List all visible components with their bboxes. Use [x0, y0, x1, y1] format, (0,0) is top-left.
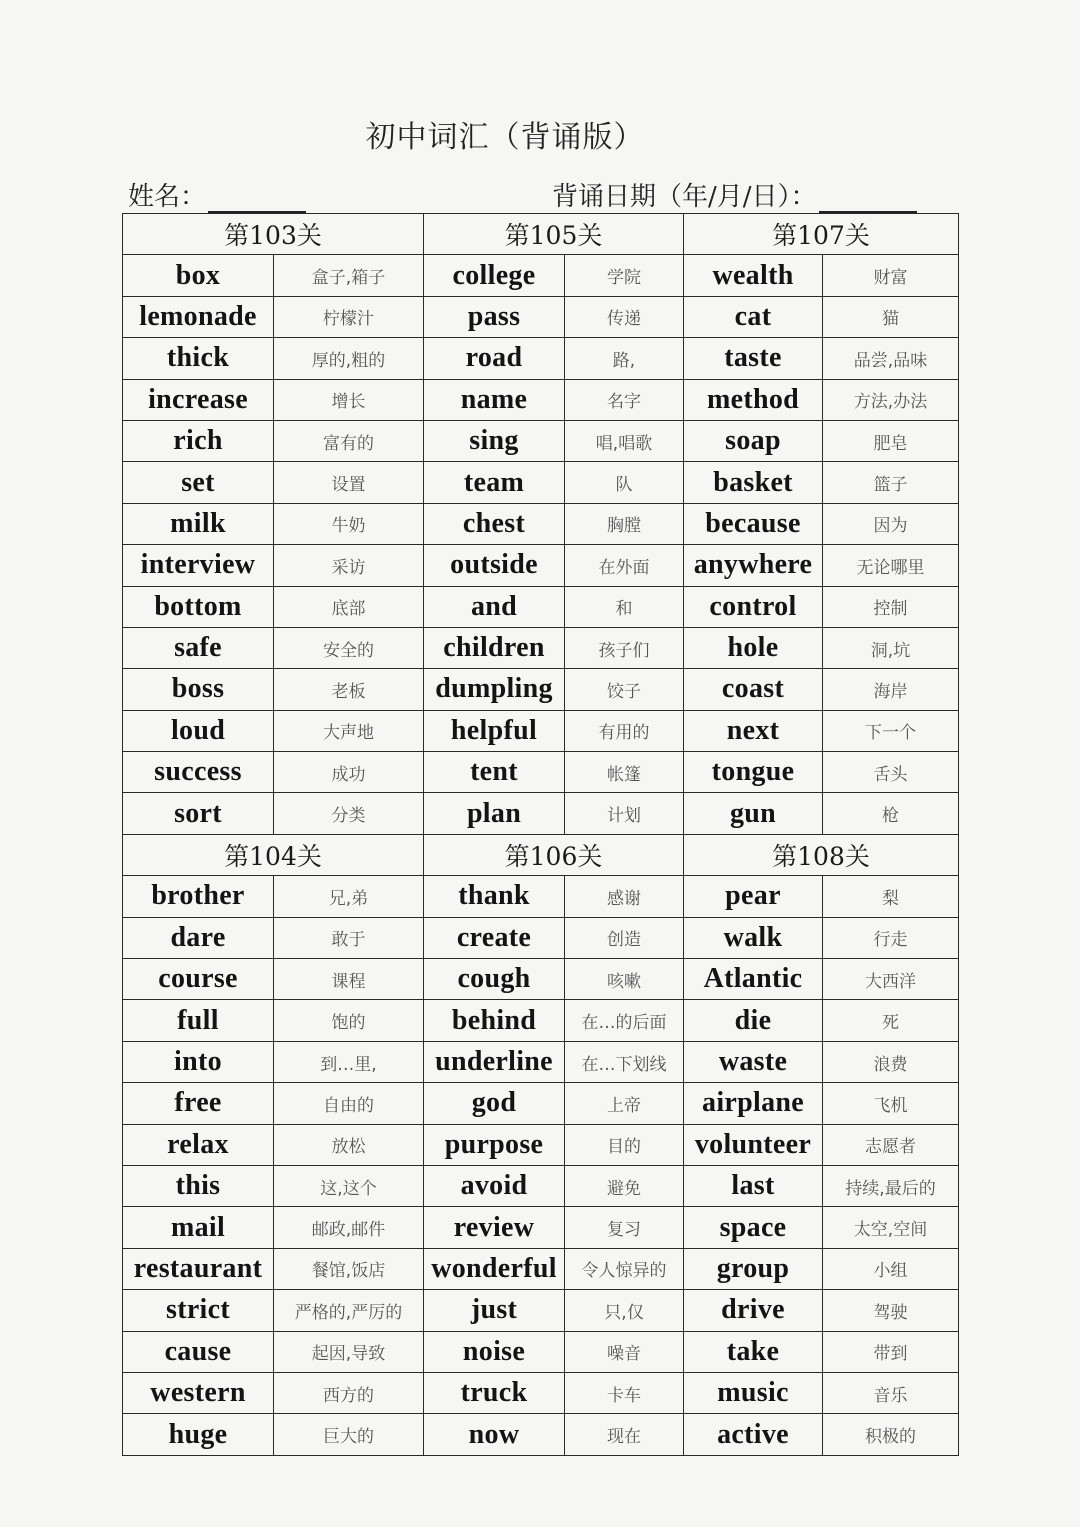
english-word: this: [123, 1165, 274, 1206]
chinese-meaning: 猫: [823, 296, 959, 337]
english-word: milk: [123, 503, 274, 544]
name-field: [128, 176, 306, 213]
english-word: avoid: [424, 1165, 565, 1206]
chinese-meaning: 路,: [565, 338, 684, 379]
chinese-meaning: 西方的: [274, 1372, 424, 1413]
chinese-meaning: 海岸: [823, 669, 959, 710]
chinese-meaning: 到…里,: [274, 1041, 424, 1082]
chinese-meaning: 增长: [274, 379, 424, 420]
vocab-row: [123, 1331, 959, 1372]
chinese-meaning: 目的: [565, 1124, 684, 1165]
english-word: coast: [684, 669, 823, 710]
english-word: truck: [424, 1372, 565, 1413]
english-word: behind: [424, 1000, 565, 1041]
english-word: walk: [684, 917, 823, 958]
chinese-meaning: 盒子,箱子: [274, 255, 424, 296]
english-word: and: [424, 586, 565, 627]
vocab-row: [123, 255, 959, 296]
chinese-meaning: 厚的,粗的: [274, 338, 424, 379]
english-word: western: [123, 1372, 274, 1413]
english-word: strict: [123, 1290, 274, 1331]
chinese-meaning: 在…下划线: [565, 1041, 684, 1082]
chinese-meaning: 饺子: [565, 669, 684, 710]
chinese-meaning: 下一个: [823, 710, 959, 751]
chinese-meaning: 设置: [274, 462, 424, 503]
english-word: dumpling: [424, 669, 565, 710]
english-word: lemonade: [123, 296, 274, 337]
vocab-row: [123, 379, 959, 420]
english-word: thick: [123, 338, 274, 379]
vocab-row: [123, 503, 959, 544]
chinese-meaning: 控制: [823, 586, 959, 627]
english-word: just: [424, 1290, 565, 1331]
chinese-meaning: 音乐: [823, 1372, 959, 1413]
chinese-meaning: 因为: [823, 503, 959, 544]
chinese-meaning: 持续,最后的: [823, 1165, 959, 1206]
chinese-meaning: 老板: [274, 669, 424, 710]
chinese-meaning: 浪费: [823, 1041, 959, 1082]
chinese-meaning: 枪: [823, 793, 959, 834]
vocab-row: [123, 1372, 959, 1413]
english-word: gun: [684, 793, 823, 834]
english-word: name: [424, 379, 565, 420]
english-word: bottom: [123, 586, 274, 627]
vocab-row: [123, 710, 959, 751]
chinese-meaning: 复习: [565, 1207, 684, 1248]
vocab-row: [123, 1207, 959, 1248]
chinese-meaning: 飞机: [823, 1083, 959, 1124]
english-word: restaurant: [123, 1248, 274, 1289]
vocab-row: [123, 586, 959, 627]
chinese-meaning: 财富: [823, 255, 959, 296]
english-word: thank: [424, 876, 565, 917]
vocab-row: [123, 545, 959, 586]
english-word: sort: [123, 793, 274, 834]
english-word: full: [123, 1000, 274, 1041]
level-header-row: [123, 834, 959, 875]
chinese-meaning: 和: [565, 586, 684, 627]
english-word: team: [424, 462, 565, 503]
english-word: active: [684, 1414, 823, 1455]
english-word: road: [424, 338, 565, 379]
chinese-meaning: 大西洋: [823, 959, 959, 1000]
chinese-meaning: 放松: [274, 1124, 424, 1165]
english-word: huge: [123, 1414, 274, 1455]
chinese-meaning: 死: [823, 1000, 959, 1041]
english-word: waste: [684, 1041, 823, 1082]
chinese-meaning: 唱,唱歌: [565, 420, 684, 461]
english-word: cat: [684, 296, 823, 337]
chinese-meaning: 底部: [274, 586, 424, 627]
level-header: 第107关: [684, 214, 959, 255]
english-word: free: [123, 1083, 274, 1124]
chinese-meaning: 学院: [565, 255, 684, 296]
chinese-meaning: 无论哪里: [823, 545, 959, 586]
english-word: create: [424, 917, 565, 958]
chinese-meaning: 牛奶: [274, 503, 424, 544]
chinese-meaning: 梨: [823, 876, 959, 917]
vocab-row: [123, 627, 959, 668]
english-word: pear: [684, 876, 823, 917]
name-blank: [208, 185, 306, 213]
chinese-meaning: 富有的: [274, 420, 424, 461]
page-title: 初中词汇（背诵版）: [365, 120, 645, 155]
chinese-meaning: 创造: [565, 917, 684, 958]
english-word: outside: [424, 545, 565, 586]
level-header: 第105关: [424, 214, 684, 255]
chinese-meaning: 成功: [274, 752, 424, 793]
english-word: god: [424, 1083, 565, 1124]
english-word: purpose: [424, 1124, 565, 1165]
english-word: basket: [684, 462, 823, 503]
english-word: review: [424, 1207, 565, 1248]
english-word: group: [684, 1248, 823, 1289]
chinese-meaning: 分类: [274, 793, 424, 834]
english-word: drive: [684, 1290, 823, 1331]
chinese-meaning: 品尝,品味: [823, 338, 959, 379]
vocab-table-body: [123, 214, 959, 1456]
level-header: 第106关: [424, 834, 684, 875]
chinese-meaning: 在…的后面: [565, 1000, 684, 1041]
english-word: dare: [123, 917, 274, 958]
chinese-meaning: 严格的,严厉的: [274, 1290, 424, 1331]
chinese-meaning: 采访: [274, 545, 424, 586]
english-word: interview: [123, 545, 274, 586]
chinese-meaning: 上帝: [565, 1083, 684, 1124]
chinese-meaning: 驾驶: [823, 1290, 959, 1331]
english-word: chest: [424, 503, 565, 544]
english-word: boss: [123, 669, 274, 710]
chinese-meaning: 现在: [565, 1414, 684, 1455]
chinese-meaning: 洞,坑: [823, 627, 959, 668]
english-word: anywhere: [684, 545, 823, 586]
english-word: children: [424, 627, 565, 668]
chinese-meaning: 带到: [823, 1331, 959, 1372]
english-word: set: [123, 462, 274, 503]
english-word: next: [684, 710, 823, 751]
vocab-row: [123, 752, 959, 793]
chinese-meaning: 名字: [565, 379, 684, 420]
chinese-meaning: 方法,办法: [823, 379, 959, 420]
english-word: into: [123, 1041, 274, 1082]
chinese-meaning: 自由的: [274, 1083, 424, 1124]
chinese-meaning: 篮子: [823, 462, 959, 503]
chinese-meaning: 课程: [274, 959, 424, 1000]
level-header-row: [123, 214, 959, 255]
chinese-meaning: 太空,空间: [823, 1207, 959, 1248]
vocab-row: [123, 793, 959, 834]
chinese-meaning: 小组: [823, 1248, 959, 1289]
chinese-meaning: 有用的: [565, 710, 684, 751]
english-word: safe: [123, 627, 274, 668]
english-word: increase: [123, 379, 274, 420]
vocab-row: [123, 1290, 959, 1331]
chinese-meaning: 帐篷: [565, 752, 684, 793]
english-word: cause: [123, 1331, 274, 1372]
english-word: pass: [424, 296, 565, 337]
vocab-row: [123, 1248, 959, 1289]
english-word: because: [684, 503, 823, 544]
english-word: course: [123, 959, 274, 1000]
english-word: brother: [123, 876, 274, 917]
english-word: taste: [684, 338, 823, 379]
vocab-row: [123, 876, 959, 917]
vocab-row: [123, 1041, 959, 1082]
english-word: underline: [424, 1041, 565, 1082]
vocab-row: [123, 338, 959, 379]
chinese-meaning: 巨大的: [274, 1414, 424, 1455]
english-word: noise: [424, 1331, 565, 1372]
english-word: sing: [424, 420, 565, 461]
chinese-meaning: 兄,弟: [274, 876, 424, 917]
chinese-meaning: 饱的: [274, 1000, 424, 1041]
english-word: box: [123, 255, 274, 296]
chinese-meaning: 舌头: [823, 752, 959, 793]
vocab-table: [122, 213, 959, 1456]
english-word: method: [684, 379, 823, 420]
vocab-row: [123, 296, 959, 337]
english-word: helpful: [424, 710, 565, 751]
info-row: [128, 176, 958, 216]
date-field: [552, 176, 917, 213]
chinese-meaning: 只,仅: [565, 1290, 684, 1331]
english-word: space: [684, 1207, 823, 1248]
chinese-meaning: 起因,导致: [274, 1331, 424, 1372]
english-word: soap: [684, 420, 823, 461]
english-word: last: [684, 1165, 823, 1206]
vocab-row: [123, 1414, 959, 1455]
chinese-meaning: 传递: [565, 296, 684, 337]
english-word: loud: [123, 710, 274, 751]
chinese-meaning: 感谢: [565, 876, 684, 917]
vocab-row: [123, 462, 959, 503]
english-word: wonderful: [424, 1248, 565, 1289]
vocab-row: [123, 917, 959, 958]
vocab-row: [123, 1165, 959, 1206]
level-header: 第108关: [684, 834, 959, 875]
english-word: control: [684, 586, 823, 627]
english-word: tongue: [684, 752, 823, 793]
chinese-meaning: 在外面: [565, 545, 684, 586]
english-word: plan: [424, 793, 565, 834]
chinese-meaning: 令人惊异的: [565, 1248, 684, 1289]
chinese-meaning: 这,这个: [274, 1165, 424, 1206]
english-word: airplane: [684, 1083, 823, 1124]
english-word: now: [424, 1414, 565, 1455]
chinese-meaning: 避免: [565, 1165, 684, 1206]
vocab-row: [123, 669, 959, 710]
english-word: rich: [123, 420, 274, 461]
date-label: 背诵日期（年/月/日）：: [552, 182, 817, 212]
chinese-meaning: 安全的: [274, 627, 424, 668]
chinese-meaning: 积极的: [823, 1414, 959, 1455]
chinese-meaning: 志愿者: [823, 1124, 959, 1165]
english-word: success: [123, 752, 274, 793]
english-word: mail: [123, 1207, 274, 1248]
english-word: relax: [123, 1124, 274, 1165]
vocab-row: [123, 1124, 959, 1165]
chinese-meaning: 肥皂: [823, 420, 959, 461]
date-blank: [819, 185, 917, 213]
english-word: wealth: [684, 255, 823, 296]
vocab-row: [123, 1083, 959, 1124]
english-word: volunteer: [684, 1124, 823, 1165]
chinese-meaning: 噪音: [565, 1331, 684, 1372]
chinese-meaning: 队: [565, 462, 684, 503]
chinese-meaning: 敢于: [274, 917, 424, 958]
english-word: cough: [424, 959, 565, 1000]
chinese-meaning: 孩子们: [565, 627, 684, 668]
chinese-meaning: 计划: [565, 793, 684, 834]
chinese-meaning: 胸膛: [565, 503, 684, 544]
english-word: music: [684, 1372, 823, 1413]
level-header: 第104关: [123, 834, 424, 875]
english-word: take: [684, 1331, 823, 1372]
name-label: 姓名：: [128, 182, 207, 212]
chinese-meaning: 邮政,邮件: [274, 1207, 424, 1248]
english-word: die: [684, 1000, 823, 1041]
vocab-row: [123, 1000, 959, 1041]
vocab-row: [123, 420, 959, 461]
chinese-meaning: 行走: [823, 917, 959, 958]
chinese-meaning: 卡车: [565, 1372, 684, 1413]
english-word: Atlantic: [684, 959, 823, 1000]
english-word: hole: [684, 627, 823, 668]
english-word: college: [424, 255, 565, 296]
vocab-row: [123, 959, 959, 1000]
level-header: 第103关: [123, 214, 424, 255]
chinese-meaning: 餐馆,饭店: [274, 1248, 424, 1289]
chinese-meaning: 咳嗽: [565, 959, 684, 1000]
chinese-meaning: 柠檬汁: [274, 296, 424, 337]
chinese-meaning: 大声地: [274, 710, 424, 751]
english-word: tent: [424, 752, 565, 793]
